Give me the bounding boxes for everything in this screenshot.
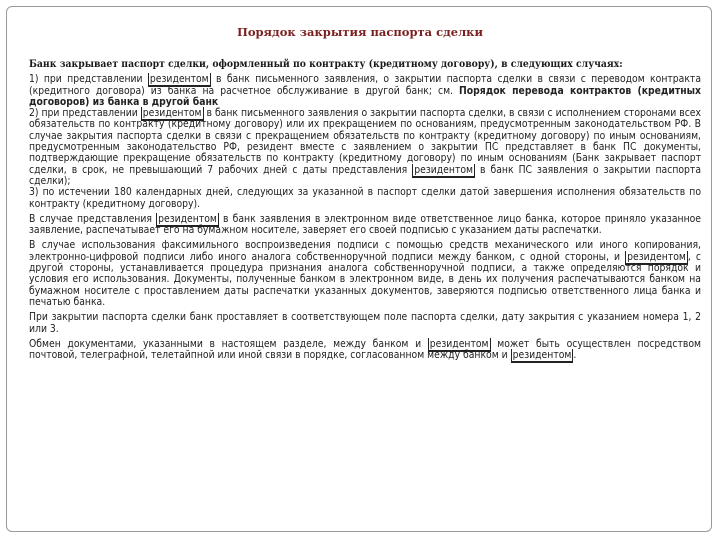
intro-paragraph: Банк закрывает паспорт сделки, оформленный по контракту (кредитному договору), в следующих случаях:: [29, 58, 623, 70]
electronic-application-paragraph: [29, 214, 701, 237]
para-4-text-b: может быть осуществлен посредством почтовой, телеграфной, телетайпной или иной связи в порядке, согласованном между банком и: [29, 337, 701, 362]
term-highlight: резидентом: [149, 73, 209, 86]
page-title: Порядок закрытия паспорта сделки: [236, 25, 484, 39]
para-1-text-a: В случае представления: [29, 212, 152, 225]
case-1-paragraph: [29, 74, 701, 210]
para-2-text-b: , с другой стороны, устанавливается процедура признания аналога собственноручной подписи, а также определяются порядок и условия его использования. Документы, полученные банком в электронном виде, в день их получения распечатываются банком на бумажном носителе с проставлением даты распечатки указанных документов, заверяются подписью ответственного лица банка и печатью банка.: [29, 250, 701, 308]
case-2-text-c: в банк ПС заявления о закрытии паспорта сделки);: [29, 163, 701, 187]
transfer-procedure-link[interactable]: Порядок перевода контрактов (кредитных договоров) из банка в другой банк: [29, 84, 701, 108]
para-4-text-c: .: [573, 349, 577, 362]
signature-paragraph: [29, 240, 701, 308]
case-2-text-b: в банк письменного заявления о закрытии паспорта сделки, в связи с исполнением сторонами всех обязательств по контракту (кредитному договору) или их прекращением по основаниям, предусмотренным законодательством РФ. В случае закрытия паспорта сделки в связи с прекращением обязательств по контракту (кредитному договору) по иным основаниям, предусмотренным законодательство РФ, резидент вместе с заявлением о закрытии ПС представляет в банк ПС документы, подтверждающие прекращение обязательств по контракту (кредитному договору) по иным основаниям (Банк закрывает паспорт сделки, в срок, не превышающий 7 рабочих дней с даты представления: [29, 107, 701, 176]
case-1-text-a: 1) при представлении: [29, 73, 143, 86]
term-highlight: резидентом: [414, 163, 473, 176]
term-highlight: резидентом: [627, 250, 686, 263]
slide: [6, 6, 712, 532]
case-2-text-a: 2) при представлении: [29, 107, 138, 120]
term-highlight: резидентом: [158, 212, 217, 225]
closing-date-paragraph: При закрытии паспорта сделки банк проставляет в соответствующем поле паспорта сделки, дату закрытия с указанием номера 1, 2 или 3.: [29, 311, 701, 335]
document-exchange-paragraph: [29, 339, 701, 362]
case-3-text: 3) по истечении 180 календарных дней, следующих за указанной в паспорт сделки датой завершения исполнения обязательств по контракту (кредитному договору).: [29, 186, 701, 210]
para-4-text-a: Обмен документами, указанными в настоящем разделе, между банком и: [29, 337, 422, 350]
term-highlight: резидентом: [512, 349, 572, 362]
case-1-text-b: в банк письменного заявления, о закрытии паспорта сделки в связи с переводом контракта (кредитного договора) из банка на расчетное обслуживание в другой банк; см.: [29, 73, 701, 97]
para-1-text-b: в банк заявления в электронном виде ответственное лицо банка, которое приняло указанное заявление, распечатывает его на бумажном носителе, заверяет его своей подписью с указанием даты распечатки.: [29, 212, 702, 237]
term-highlight: резидентом: [429, 337, 489, 350]
term-highlight: резидентом: [142, 107, 202, 120]
para-2-text-a: В случае использования факсимильного воспроизведения подписи с помощью средств механического или иного копирования, электронно-цифровой подписи либо иного аналога собственноручной подписи между банком, с одной стороны, и: [29, 239, 701, 263]
document-body: [29, 59, 701, 365]
